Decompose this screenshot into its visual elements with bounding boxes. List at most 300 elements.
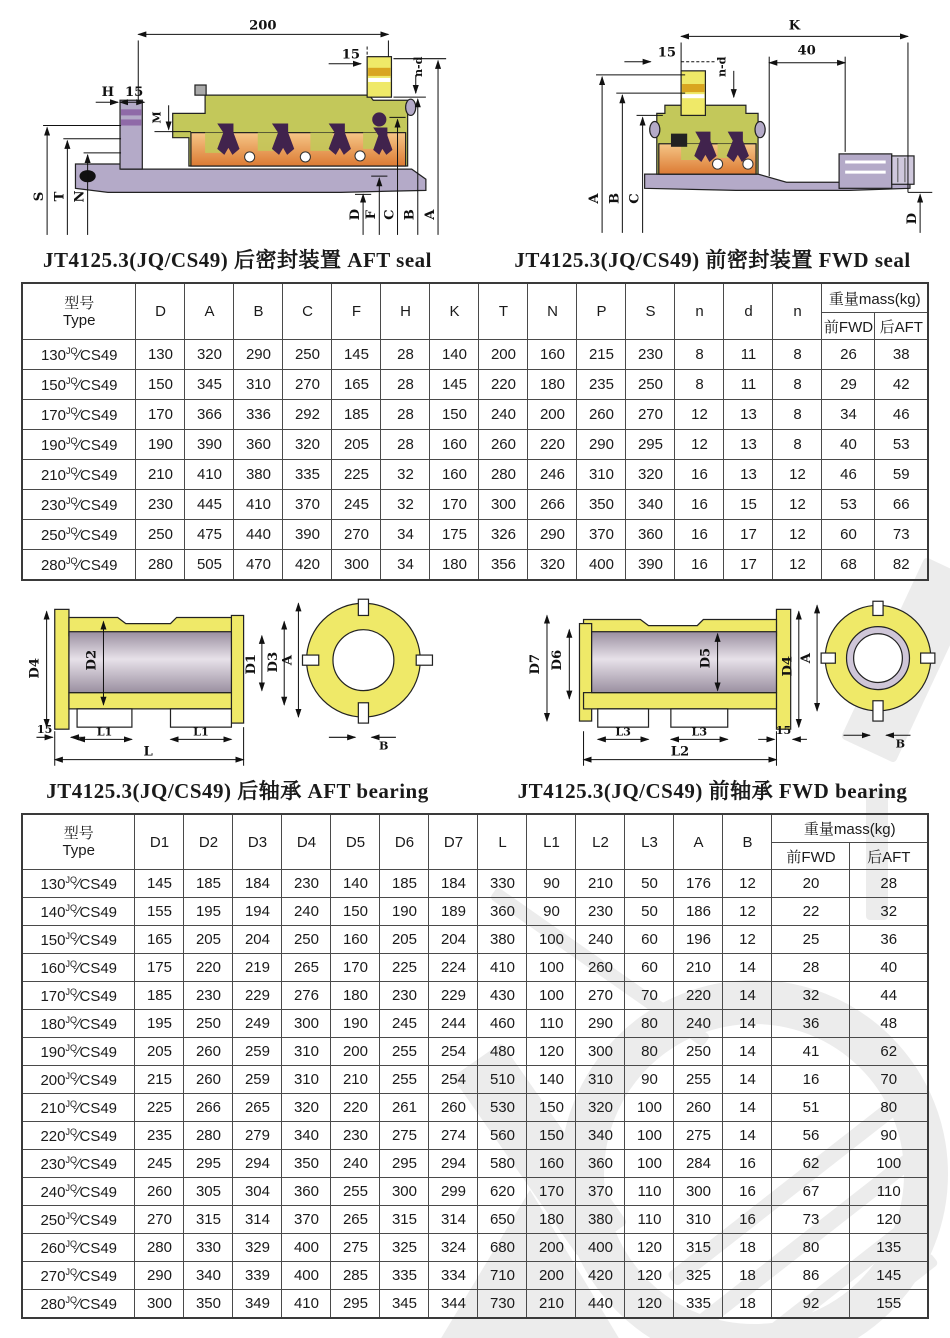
table-row: [22, 340, 928, 370]
type-cell: $260^{JQ}∕CS49$: [22, 1234, 135, 1262]
value-cell: 215: [577, 340, 626, 370]
value-cell: 370: [282, 1206, 331, 1234]
value-cell: 235: [135, 1122, 184, 1150]
value-cell: 16: [723, 1206, 772, 1234]
value-cell: 310: [674, 1206, 723, 1234]
table-row: [22, 870, 928, 898]
col-header: n: [773, 283, 822, 340]
value-cell: 16: [675, 460, 724, 490]
value-cell: 300: [674, 1178, 723, 1206]
value-cell: 224: [429, 954, 478, 982]
value-cell: 280: [136, 550, 185, 581]
value-cell: 18: [723, 1290, 772, 1319]
value-cell: 29: [822, 370, 875, 400]
value-cell: 315: [380, 1206, 429, 1234]
value-cell: 204: [233, 926, 282, 954]
svg-text:B: B: [895, 737, 906, 751]
value-cell: 275: [380, 1122, 429, 1150]
aft-seal-parts: [75, 57, 425, 193]
value-cell: 120: [625, 1234, 674, 1262]
value-cell: 11: [724, 370, 773, 400]
svg-text:D: D: [905, 212, 921, 225]
value-cell: 510: [478, 1066, 527, 1094]
type-cell: $130^{JQ}∕CS49$: [22, 340, 136, 370]
value-cell: 16: [675, 520, 724, 550]
svg-text:D1: D1: [243, 653, 259, 675]
value-cell: 390: [185, 430, 234, 460]
value-cell: 170: [136, 400, 185, 430]
value-cell: 150: [527, 1122, 576, 1150]
value-cell: 62: [772, 1150, 850, 1178]
value-cell: 730: [478, 1290, 527, 1319]
value-cell: 145: [332, 340, 381, 370]
value-cell: 25: [772, 926, 850, 954]
type-cell: $280^{JQ}∕CS49$: [22, 550, 136, 581]
value-cell: 370: [576, 1178, 625, 1206]
value-cell: 255: [380, 1066, 429, 1094]
value-cell: 530: [478, 1094, 527, 1122]
value-cell: 260: [429, 1094, 478, 1122]
value-cell: 34: [381, 550, 430, 581]
svg-text:n-d: n-d: [715, 56, 729, 78]
value-cell: 410: [234, 490, 283, 520]
value-cell: 13: [724, 400, 773, 430]
value-cell: 100: [527, 954, 576, 982]
value-cell: 82: [875, 550, 928, 581]
value-cell: 180: [528, 370, 577, 400]
value-cell: 270: [135, 1206, 184, 1234]
value-cell: 260: [184, 1066, 233, 1094]
value-cell: 205: [380, 926, 429, 954]
caption-aft-bearing: JT4125.3(JQ/CS49) 后轴承 AFT bearing: [46, 779, 429, 803]
value-cell: 250: [282, 926, 331, 954]
value-cell: 100: [527, 926, 576, 954]
table-row: [22, 1290, 928, 1319]
value-cell: 300: [332, 550, 381, 581]
value-cell: 230: [282, 870, 331, 898]
value-cell: 160: [430, 460, 479, 490]
value-cell: 120: [625, 1262, 674, 1290]
value-cell: 8: [773, 340, 822, 370]
value-cell: 400: [282, 1262, 331, 1290]
col-header-aft: 后AFT: [875, 313, 928, 340]
col-header: D6: [380, 814, 429, 870]
value-cell: 145: [430, 370, 479, 400]
value-cell: 310: [577, 460, 626, 490]
type-cell: $280^{JQ}∕CS49$: [22, 1290, 135, 1319]
value-cell: 100: [625, 1094, 674, 1122]
value-cell: 360: [576, 1150, 625, 1178]
value-cell: 314: [429, 1206, 478, 1234]
value-cell: 205: [135, 1038, 184, 1066]
value-cell: 400: [282, 1234, 331, 1262]
value-cell: 230: [331, 1122, 380, 1150]
col-header: A: [185, 283, 234, 340]
value-cell: 180: [430, 550, 479, 581]
col-header: D2: [184, 814, 233, 870]
svg-text:A: A: [422, 209, 438, 220]
value-cell: 110: [625, 1206, 674, 1234]
value-cell: 196: [674, 926, 723, 954]
value-cell: 34: [381, 520, 430, 550]
value-cell: 17: [724, 520, 773, 550]
fwd-bearing-parts: [579, 609, 790, 729]
col-header-fwd: 前FWD: [822, 313, 875, 340]
value-cell: 155: [135, 898, 184, 926]
table-row: [22, 1206, 928, 1234]
value-cell: 210: [674, 954, 723, 982]
svg-text:D4: D4: [780, 655, 796, 677]
value-cell: 176: [674, 870, 723, 898]
value-cell: 36: [772, 1010, 850, 1038]
svg-text:15: 15: [657, 45, 677, 61]
value-cell: 330: [478, 870, 527, 898]
value-cell: 100: [625, 1122, 674, 1150]
value-cell: 170: [430, 490, 479, 520]
svg-text:N: N: [72, 190, 88, 203]
value-cell: 330: [184, 1234, 233, 1262]
col-header: H: [381, 283, 430, 340]
fwd-bearing-diagram: [482, 595, 944, 773]
value-cell: 66: [875, 490, 928, 520]
value-cell: 205: [332, 430, 381, 460]
value-cell: 310: [576, 1066, 625, 1094]
value-cell: 165: [135, 926, 184, 954]
value-cell: 16: [723, 1150, 772, 1178]
seal-header-row-1: [22, 283, 928, 313]
fwd-seal-parts: [645, 71, 914, 191]
value-cell: 14: [723, 954, 772, 982]
value-cell: 155: [850, 1290, 928, 1319]
value-cell: 340: [626, 490, 675, 520]
value-cell: 470: [234, 550, 283, 581]
value-cell: 160: [527, 1150, 576, 1178]
value-cell: 560: [478, 1122, 527, 1150]
value-cell: 80: [772, 1234, 850, 1262]
aft-bearing-ring-view: [280, 599, 432, 752]
value-cell: 194: [233, 898, 282, 926]
value-cell: 100: [527, 982, 576, 1010]
value-cell: 315: [184, 1206, 233, 1234]
seal-captions-row: [0, 244, 950, 274]
aft-bearing-diagram: [6, 595, 468, 773]
value-cell: 53: [875, 430, 928, 460]
type-cell: $250^{JQ}∕CS49$: [22, 520, 136, 550]
value-cell: 350: [577, 490, 626, 520]
value-cell: 580: [478, 1150, 527, 1178]
value-cell: 259: [233, 1038, 282, 1066]
value-cell: 48: [850, 1010, 928, 1038]
value-cell: 230: [380, 982, 429, 1010]
value-cell: 260: [479, 430, 528, 460]
value-cell: 46: [875, 400, 928, 430]
value-cell: 12: [773, 520, 822, 550]
value-cell: 165: [332, 370, 381, 400]
svg-text:B: B: [607, 192, 623, 205]
value-cell: 219: [233, 954, 282, 982]
svg-text:M: M: [150, 111, 164, 124]
value-cell: 275: [331, 1234, 380, 1262]
value-cell: 204: [429, 926, 478, 954]
value-cell: 13: [724, 460, 773, 490]
value-cell: 290: [234, 340, 283, 370]
value-cell: 210: [331, 1066, 380, 1094]
value-cell: 150: [331, 898, 380, 926]
col-header: C: [283, 283, 332, 340]
col-header-mass: 重量mass(kg): [772, 814, 928, 843]
value-cell: 12: [675, 400, 724, 430]
caption-aft-seal: JT4125.3(JQ/CS49) 后密封装置 AFT seal: [43, 248, 432, 272]
value-cell: 22: [772, 898, 850, 926]
value-cell: 245: [332, 490, 381, 520]
value-cell: 230: [576, 898, 625, 926]
value-cell: 50: [625, 898, 674, 926]
value-cell: 270: [332, 520, 381, 550]
value-cell: 294: [429, 1150, 478, 1178]
value-cell: 8: [773, 400, 822, 430]
value-cell: 300: [282, 1010, 331, 1038]
value-cell: 270: [626, 400, 675, 430]
fwd-seal-diagram: [482, 4, 944, 242]
value-cell: 28: [381, 400, 430, 430]
value-cell: 329: [233, 1234, 282, 1262]
value-cell: 326: [479, 520, 528, 550]
type-cell: $130^{JQ}∕CS49$: [22, 870, 135, 898]
type-cell: $180^{JQ}∕CS49$: [22, 1010, 135, 1038]
value-cell: 261: [380, 1094, 429, 1122]
value-cell: 440: [576, 1290, 625, 1319]
value-cell: 325: [380, 1234, 429, 1262]
value-cell: 210: [576, 870, 625, 898]
value-cell: 32: [381, 490, 430, 520]
value-cell: 135: [850, 1234, 928, 1262]
value-cell: 200: [527, 1234, 576, 1262]
col-header: B: [234, 283, 283, 340]
value-cell: 12: [723, 926, 772, 954]
value-cell: 275: [674, 1122, 723, 1150]
value-cell: 130: [136, 340, 185, 370]
value-cell: 170: [331, 954, 380, 982]
col-header: T: [479, 283, 528, 340]
value-cell: 420: [576, 1262, 625, 1290]
table-row: [22, 520, 928, 550]
value-cell: 265: [331, 1206, 380, 1234]
svg-text:H: H: [101, 85, 115, 101]
value-cell: 410: [185, 460, 234, 490]
value-cell: 260: [674, 1094, 723, 1122]
svg-text:A: A: [587, 193, 603, 204]
value-cell: 185: [135, 982, 184, 1010]
svg-text:C: C: [627, 193, 643, 204]
value-cell: 92: [772, 1290, 850, 1319]
table-row: [22, 1010, 928, 1038]
svg-text:B: B: [402, 209, 418, 221]
value-cell: 230: [184, 982, 233, 1010]
value-cell: 12: [773, 550, 822, 581]
table-row: [22, 1234, 928, 1262]
col-header: P: [577, 283, 626, 340]
value-cell: 246: [528, 460, 577, 490]
value-cell: 32: [772, 982, 850, 1010]
value-cell: 290: [528, 520, 577, 550]
value-cell: 110: [850, 1178, 928, 1206]
value-cell: 18: [723, 1234, 772, 1262]
aft-seal-diagram: [6, 4, 468, 242]
col-header: D1: [135, 814, 184, 870]
value-cell: 16: [675, 490, 724, 520]
value-cell: 195: [135, 1010, 184, 1038]
value-cell: 255: [331, 1178, 380, 1206]
value-cell: 160: [331, 926, 380, 954]
type-cell: $200^{JQ}∕CS49$: [22, 1066, 135, 1094]
table-row: [22, 898, 928, 926]
value-cell: 175: [430, 520, 479, 550]
value-cell: 295: [380, 1150, 429, 1178]
value-cell: 245: [135, 1150, 184, 1178]
col-header: L3: [625, 814, 674, 870]
value-cell: 220: [184, 954, 233, 982]
value-cell: 170: [527, 1178, 576, 1206]
value-cell: 70: [625, 982, 674, 1010]
svg-text:n-d: n-d: [411, 56, 425, 78]
value-cell: 220: [674, 982, 723, 1010]
value-cell: 73: [875, 520, 928, 550]
table-row: [22, 1066, 928, 1094]
value-cell: 200: [479, 340, 528, 370]
svg-text:A: A: [280, 655, 296, 666]
svg-text:L2: L2: [670, 744, 690, 760]
col-header-type: 型号 Type: [22, 814, 135, 870]
value-cell: 189: [429, 898, 478, 926]
value-cell: 304: [233, 1178, 282, 1206]
value-cell: 410: [478, 954, 527, 982]
value-cell: 300: [479, 490, 528, 520]
col-header-mass: 重量mass(kg): [822, 283, 928, 313]
value-cell: 335: [674, 1290, 723, 1319]
col-header: A: [674, 814, 723, 870]
value-cell: 32: [850, 898, 928, 926]
col-header: N: [528, 283, 577, 340]
value-cell: 360: [282, 1178, 331, 1206]
value-cell: 295: [184, 1150, 233, 1178]
value-cell: 62: [850, 1038, 928, 1066]
value-cell: 410: [282, 1290, 331, 1319]
value-cell: 340: [576, 1122, 625, 1150]
type-cell: $230^{JQ}∕CS49$: [22, 490, 136, 520]
svg-text:200: 200: [249, 18, 277, 34]
value-cell: 185: [380, 870, 429, 898]
value-cell: 90: [850, 1122, 928, 1150]
value-cell: 430: [478, 982, 527, 1010]
type-cell: $170^{JQ}∕CS49$: [22, 982, 135, 1010]
value-cell: 325: [674, 1262, 723, 1290]
value-cell: 295: [331, 1290, 380, 1319]
value-cell: 180: [331, 982, 380, 1010]
table-row: [22, 1094, 928, 1122]
value-cell: 356: [479, 550, 528, 581]
value-cell: 305: [184, 1178, 233, 1206]
value-cell: 295: [626, 430, 675, 460]
svg-text:15: 15: [125, 85, 144, 101]
svg-text:D3: D3: [266, 651, 282, 673]
type-cell: $140^{JQ}∕CS49$: [22, 898, 135, 926]
bearing-diagrams-row: [0, 591, 950, 773]
value-cell: 480: [478, 1038, 527, 1066]
table-row: [22, 1178, 928, 1206]
value-cell: 300: [380, 1178, 429, 1206]
value-cell: 80: [625, 1038, 674, 1066]
value-cell: 294: [233, 1150, 282, 1178]
col-header: d: [724, 283, 773, 340]
table-row: [22, 1038, 928, 1066]
value-cell: 190: [380, 898, 429, 926]
value-cell: 100: [625, 1150, 674, 1178]
value-cell: 40: [822, 430, 875, 460]
value-cell: 380: [576, 1206, 625, 1234]
value-cell: 36: [850, 926, 928, 954]
value-cell: 15: [724, 490, 773, 520]
value-cell: 260: [576, 954, 625, 982]
value-cell: 20: [772, 870, 850, 898]
value-cell: 390: [626, 550, 675, 581]
value-cell: 240: [576, 926, 625, 954]
col-header: n: [675, 283, 724, 340]
value-cell: 245: [380, 1010, 429, 1038]
value-cell: 320: [185, 340, 234, 370]
type-cell: $220^{JQ}∕CS49$: [22, 1122, 135, 1150]
value-cell: 445: [185, 490, 234, 520]
value-cell: 184: [233, 870, 282, 898]
svg-text:L3: L3: [691, 725, 708, 739]
value-cell: 349: [233, 1290, 282, 1319]
col-header: F: [332, 283, 381, 340]
value-cell: 380: [478, 926, 527, 954]
value-cell: 475: [185, 520, 234, 550]
value-cell: 215: [135, 1066, 184, 1094]
value-cell: 300: [135, 1290, 184, 1319]
value-cell: 335: [283, 460, 332, 490]
value-cell: 34: [822, 400, 875, 430]
value-cell: 200: [331, 1038, 380, 1066]
value-cell: 290: [577, 430, 626, 460]
value-cell: 13: [724, 430, 773, 460]
table-row: [22, 490, 928, 520]
col-header: L1: [527, 814, 576, 870]
value-cell: 265: [233, 1094, 282, 1122]
bearing-spec-table: [21, 813, 929, 1319]
type-cell: $150^{JQ}∕CS49$: [22, 370, 136, 400]
table-row: [22, 460, 928, 490]
type-cell: $250^{JQ}∕CS49$: [22, 1206, 135, 1234]
table-row: [22, 982, 928, 1010]
value-cell: 334: [429, 1262, 478, 1290]
type-cell: $190^{JQ}∕CS49$: [22, 1038, 135, 1066]
value-cell: 140: [430, 340, 479, 370]
value-cell: 185: [332, 400, 381, 430]
type-cell: $210^{JQ}∕CS49$: [22, 460, 136, 490]
value-cell: 184: [429, 870, 478, 898]
seal-spec-table: [21, 282, 929, 581]
value-cell: 8: [675, 340, 724, 370]
svg-text:K: K: [788, 18, 801, 34]
value-cell: 120: [850, 1206, 928, 1234]
value-cell: 336: [234, 400, 283, 430]
value-cell: 254: [429, 1038, 478, 1066]
value-cell: 320: [626, 460, 675, 490]
value-cell: 229: [233, 982, 282, 1010]
value-cell: 420: [283, 550, 332, 581]
aft-bearing-parts: [55, 609, 244, 729]
